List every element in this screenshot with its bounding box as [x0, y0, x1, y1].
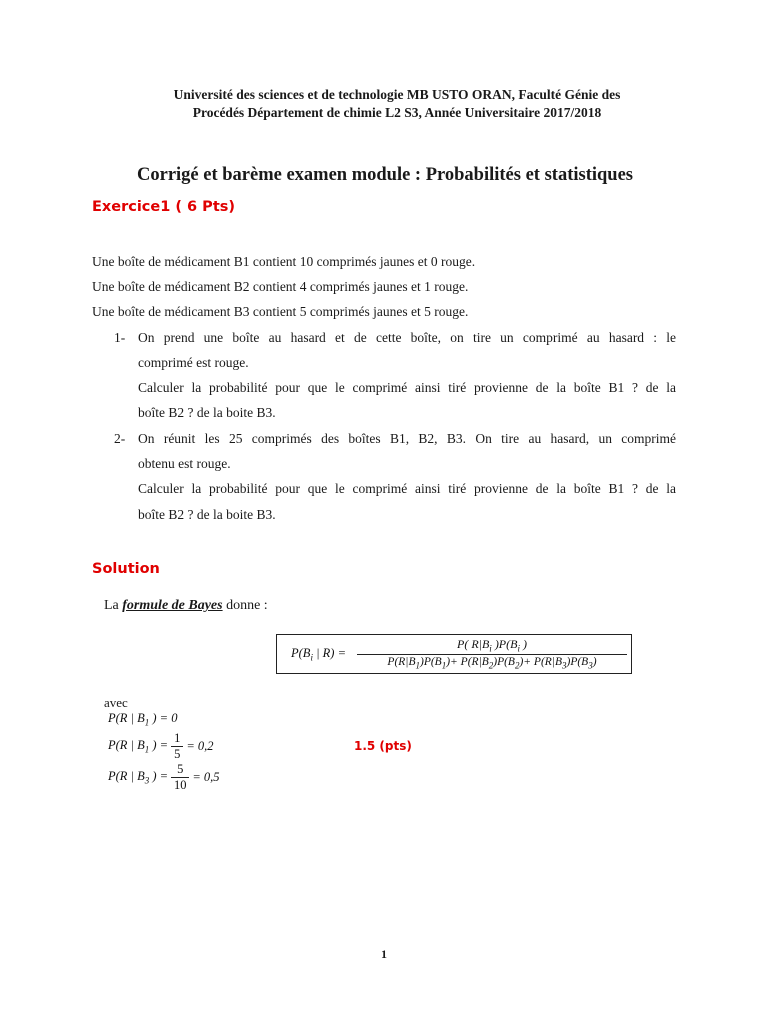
points-label: 1.5 (pts) [354, 739, 412, 753]
avec-label: avec [104, 695, 128, 710]
statement-b1: Une boîte de médicament B1 contient 10 comprimés jaunes et 0 rouge. [92, 254, 476, 269]
statement-b3: Une boîte de médicament B3 contient 5 comprimés jaunes et 5 rouge. [92, 304, 469, 319]
page-number: 1 [381, 947, 387, 961]
frac2-result: = 0,2 [186, 739, 214, 753]
question-1-line2: comprimé est rouge. [138, 355, 249, 370]
question-1-line3: Calculer la probabilité pour que le comprimé ainsi tiré provienne de la boîte B1 ? de la [138, 380, 676, 395]
question-2-number: 2- [114, 431, 126, 446]
exercise-heading: Exercice1 ( 6 Pts) [92, 199, 236, 215]
prob-r-given-b3: P(R | $B_3$ ) = $\frac{5}{10}$ = 0,5 [108, 762, 220, 792]
solution-heading: Solution [92, 561, 160, 577]
question-2-line1: On réunit les 25 comprimés des boîtes B1, B2, B3. On tire au hasard, un comprimé [138, 431, 676, 446]
bayes-intro [104, 598, 268, 614]
frac2-denominator: 5 [174, 747, 181, 761]
frac3-numerator: 5 [177, 762, 184, 776]
frac3-result: = 0,5 [192, 770, 220, 784]
header-university: Université des sciences et de technologie MB USTO ORAN, Faculté Génie des [173, 87, 621, 102]
question-2-line4: boîte B2 ? de la boite B3. [138, 507, 276, 522]
bayes-fraction-bar [357, 654, 627, 655]
frac3-denominator: 10 [174, 778, 187, 792]
fraction-5-10 [171, 762, 189, 793]
bayes-intro-prefix: La [104, 598, 123, 613]
question-1-number: 1- [114, 330, 126, 345]
bayes-numerator: P( $R|B_i$ )$P(B_i$ ) [457, 637, 527, 654]
question-1-line1: On prend une boîte au hasard et de cette boîte, on tire un comprimé au hasard : le [138, 330, 676, 345]
question-2-line2: obtenu est rouge. [138, 456, 231, 471]
bayes-formula-box [276, 634, 632, 674]
question-1-line4: boîte B2 ? de la boite B3. [138, 405, 276, 420]
bayes-formula-link: formule de Bayes [122, 598, 223, 613]
question-2-line3: Calculer la probabilité pour que le comprimé ainsi tiré provienne de la boîte B1 ? de la [138, 481, 676, 496]
bayes-denominator: $P(R|B_1)P(B_1)+ P(R|B_2)P(B_2)+ P(R|B_3)P(B_3)$ [387, 656, 597, 671]
prob-r-given-b1: P(R | $B_1$ ) = 0 [108, 711, 178, 728]
statement-b2: Une boîte de médicament B2 contient 4 comprimés jaunes et 1 rouge. [92, 279, 469, 294]
prob-r-given-b2: P(R | $B_1$ ) = $\frac{1}{5}$ = 0,2 [108, 731, 214, 761]
frac2-numerator: 1 [174, 731, 181, 745]
header-department: Procédés Département de chimie L2 S3, Année Universitaire 2017/2018 [192, 105, 602, 120]
bayes-intro-suffix: donne : [222, 598, 268, 613]
fraction-1-5 [171, 731, 183, 762]
document-title: Corrigé et barème examen module : Probabilités et statistiques [137, 165, 633, 185]
bayes-lhs: $P(B_i$ | R) = [291, 646, 346, 663]
